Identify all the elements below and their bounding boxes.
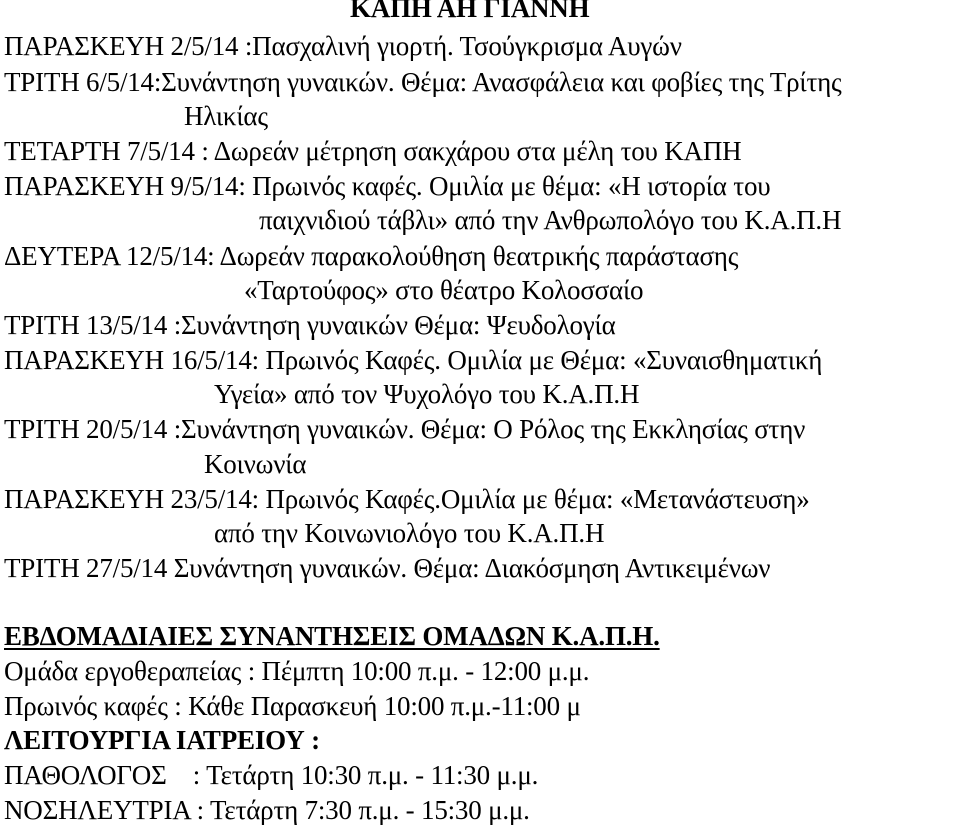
weekly-meetings-title: ΕΒΔΟΜΑΔΙΑΙΕΣ ΣΥΝΑΝΤΗΣΕΙΣ ΟΜΑΔΩΝ Κ.Α.Π.Η. [4, 621, 660, 651]
weekly-meeting-item: Πρωινός καφές : Κάθε Παρασκευή 10:00 π.μ.-11:00 μ [4, 691, 581, 721]
schedule-entry-1: ΠΑΡΑΣΚΕΥΗ 2/5/14 :Πασχαλινή γιορτή. Τσούγκρισμα Αυγών [4, 31, 682, 61]
schedule-entry-4: ΠΑΡΑΣΚΕΥΗ 9/5/14: Πρωινός καφές. Ομιλία με θέμα: «Η ιστορία του [4, 171, 771, 201]
clinic-hours-item: ΝΟΣΗΛΕΥΤΡΙΑ : Τετάρτη 7:30 π.μ. - 15:30 μ.μ. [4, 795, 530, 825]
schedule-entry-7: ΠΑΡΑΣΚΕΥΗ 16/5/14: Πρωινός Καφές. Ομιλία με Θέμα: «Συναισθηματική [4, 345, 823, 375]
schedule-entry-8: ΤΡΙΤΗ 20/5/14 :Συνάντηση γυναικών. Θέμα: Ο Ρόλος της Εκκλησίας στην [4, 414, 806, 444]
clinic-hours-item: ΠΑΘΟΛΟΓΟΣ : Τετάρτη 10:30 π.μ. - 11:30 μ.μ. [4, 760, 539, 790]
schedule-entry-5: ΔΕΥΤΕΡΑ 12/5/14: Δωρεάν παρακολούθηση θεατρικής παράστασης [4, 241, 739, 271]
schedule-entry-9-continued: από την Κοινωνιολόγο του Κ.Α.Π.Η [214, 518, 605, 548]
clinic-hours-title: ΛΕΙΤΟΥΡΓΙΑ ΙΑΤΡΕΙΟΥ : [4, 725, 320, 755]
weekly-meeting-item: Ομάδα εργοθεραπείας : Πέμπτη 10:00 π.μ. - 12:00 μ.μ. [4, 656, 590, 686]
schedule-entry-4-continued: παιχνιδιού τάβλι» από την Ανθρωπολόγο του Κ.Α.Π.Η [259, 205, 842, 235]
schedule-entry-2: ΤΡΙΤΗ 6/5/14:Συνάντηση γυναικών. Θέμα: Ανασφάλεια και φοβίες της Τρίτης [4, 67, 842, 97]
schedule-entry-6: ΤΡΙΤΗ 13/5/14 :Συνάντηση γυναικών Θέμα: Ψευδολογία [4, 310, 616, 340]
schedule-entry-7-continued: Υγεία» από τον Ψυχολόγο του Κ.Α.Π.Η [214, 379, 640, 409]
schedule-entry-10: ΤΡΙΤΗ 27/5/14 Συνάντηση γυναικών. Θέμα: Διακόσμηση Αντικειμένων [4, 553, 771, 583]
schedule-entry-5-continued: «Ταρτούφος» στο θέατρο Κολοσσαίο [244, 275, 644, 305]
schedule-entry-8-continued: Κοινωνία [204, 449, 307, 479]
schedule-entry-9: ΠΑΡΑΣΚΕΥΗ 23/5/14: Πρωινός Καφές.Ομιλία με θέμα: «Μετανάστευση» [4, 484, 810, 514]
schedule-entry-2-continued: Ηλικίας [184, 101, 268, 131]
page-title: ΚΑΠΗ ΑΗ ΓΙΑΝΝΗ [350, 0, 590, 23]
schedule-entry-3: ΤΕΤΑΡΤΗ 7/5/14 : Δωρεάν μέτρηση σακχάρου στα μέλη του ΚΑΠΗ [4, 136, 742, 166]
